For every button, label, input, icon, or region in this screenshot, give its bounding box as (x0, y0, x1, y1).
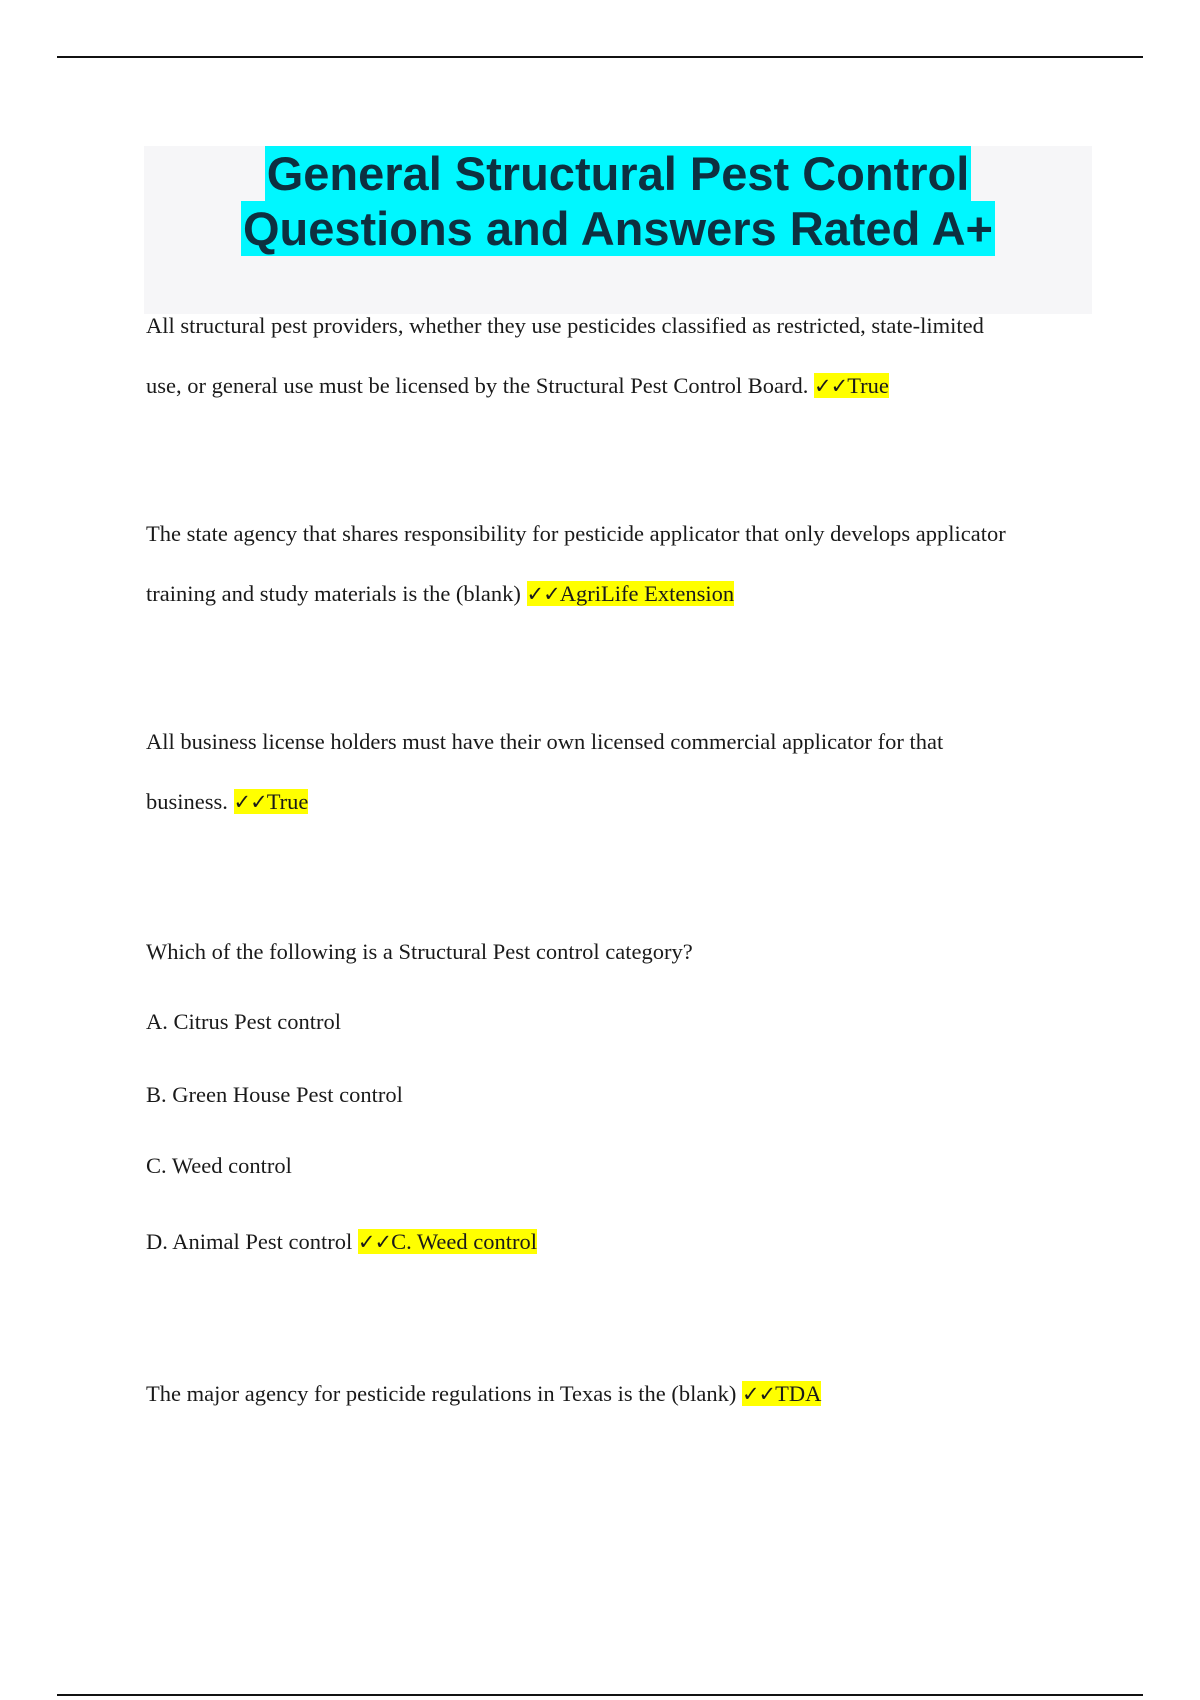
question-4-stem: Which of the following is a Structural Pest control category? (146, 939, 693, 964)
question-2-answer (527, 581, 735, 606)
question-5-line-1: The major agency for pesticide regulations in Texas is the (blank) (146, 1381, 737, 1406)
question-1-answer (814, 373, 889, 398)
question-1-line-1: All structural pest providers, whether they use pesticides classified as restricted, state-limited (146, 313, 984, 338)
question-3-line-1: All business license holders must have their own licensed commercial applicator for that (146, 729, 944, 754)
question-4-option-d-line (146, 1227, 537, 1257)
title-banner (144, 146, 1092, 314)
question-2-line-1: The state agency that shares responsibility for pesticide applicator that only develops applicator (146, 521, 1006, 546)
question-4-answer (358, 1229, 537, 1254)
question-4-option-b: B. Green House Pest control (146, 1082, 403, 1107)
question-1-line-2: use, or general use must be licensed by the Structural Pest Control Board. (146, 373, 809, 398)
top-rule (57, 56, 1143, 58)
question-5-answer (742, 1381, 821, 1406)
question-2-answer-text: AgriLife Extension (559, 581, 735, 606)
question-1 (146, 296, 1086, 416)
question-2-line-2: training and study materials is the (blank) (146, 581, 521, 606)
question-1-answer-text: True (847, 373, 889, 398)
check-icon: ✓✓ (741, 1382, 776, 1406)
question-4-answer-text: C. Weed control (391, 1229, 537, 1254)
bottom-rule (57, 1694, 1143, 1696)
check-icon: ✓✓ (233, 790, 267, 814)
question-4-option-a: A. Citrus Pest control (146, 1009, 341, 1034)
check-icon: ✓✓ (526, 582, 560, 606)
question-3-answer (234, 789, 309, 814)
question-2 (146, 504, 1086, 624)
question-3 (146, 712, 1086, 832)
question-3-line-2: business. (146, 789, 228, 814)
question-3-answer-text: True (266, 789, 309, 814)
question-4-option-d: D. Animal Pest control (146, 1229, 353, 1254)
check-icon: ✓✓ (813, 374, 848, 398)
title-line-1: General Structural Pest Control (266, 147, 970, 200)
question-5-answer-text: TDA (775, 1381, 822, 1406)
title-line-2: Questions and Answers Rated A+ (242, 202, 993, 255)
question-5 (146, 1379, 821, 1409)
check-icon: ✓✓ (357, 1230, 392, 1254)
question-4-option-c: C. Weed control (146, 1153, 292, 1178)
